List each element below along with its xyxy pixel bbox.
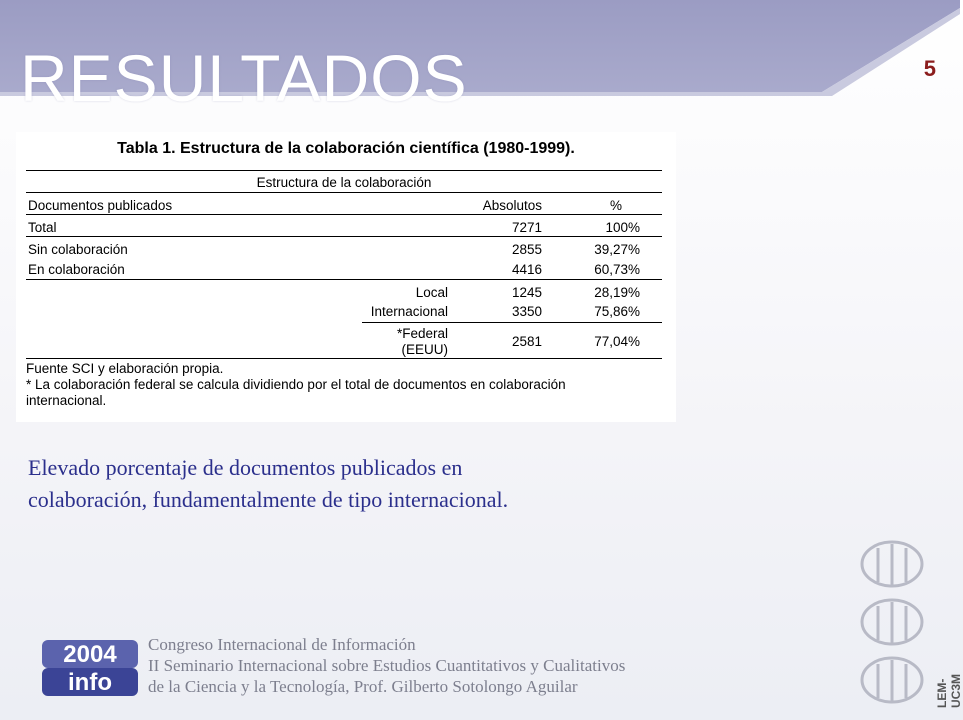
row-value-sin-abs: 2855 [511,242,542,257]
federal-value-pct: 77,04% [594,334,640,349]
group-header: Estructura de la colaboración [256,175,432,190]
column-header-documentos: Documentos publicados [28,198,173,213]
subrow-value-internacional-abs: 3350 [511,304,542,319]
column-header-pct: % [609,198,622,213]
logo-bottom-text: info [68,669,112,696]
table-rule [362,322,662,323]
table-rule [26,279,662,280]
row-value-total-pct: 100% [605,220,640,235]
footer-line-1: Congreso Internacional de Información [148,635,416,654]
table-rule [26,358,662,359]
lem-side-label: LEM-UC3M [935,673,963,708]
row-value-total-abs: 7271 [511,220,542,235]
footer-line-2: II Seminario Internacional sobre Estudios Cuantitativos y Cualitativos [148,656,626,675]
federal-value-abs: 2581 [511,334,542,349]
row-label-total: Total [28,220,57,235]
conclusion-text [28,452,668,516]
footer-line-3: de la Ciencia y la Tecnología, Prof. Gilberto Sotolongo Aguilar [148,677,578,696]
logo-top-text: 2004 [63,641,117,668]
note-federal-cont: internacional. [26,393,107,408]
federal-label-line1: *Federal [396,326,448,341]
subrow-value-local-abs: 1245 [511,285,542,300]
subrow-label-internacional: Internacional [370,304,448,319]
footer-text [148,634,708,697]
subrow-value-internacional-pct: 75,86% [594,304,640,319]
row-label-en-colaboracion: En colaboración [28,262,125,277]
table-rule [26,214,662,215]
row-value-en-abs: 4416 [511,262,542,277]
table-rule [26,170,662,171]
slide-title: RESULTADOS [20,41,468,115]
note-source: Fuente SCI y elaboración propia. [26,361,224,376]
table-panel [16,132,676,422]
row-value-en-pct: 60,73% [594,262,640,277]
subrow-value-local-pct: 28,19% [594,285,640,300]
info-2004-logo-icon [42,640,138,696]
university-emblem-icon [856,536,928,712]
slide-number: 5 [923,56,936,81]
table-notes [26,361,666,409]
conclusion-line-1: Elevado porcentaje de documentos publicados en [28,455,463,480]
row-value-sin-pct: 39,27% [594,242,640,257]
table-rule [26,192,662,193]
conclusion-line-2: colaboración, fundamentalmente de tipo internacional. [28,487,509,512]
federal-label-line2: (EEUU) [401,342,448,357]
table-caption: Tabla 1. Estructura de la colaboración científica (1980-1999). [117,140,575,157]
column-header-absolutos: Absolutos [482,198,542,213]
row-label-sin-colaboracion: Sin colaboración [28,242,128,257]
note-federal: * La colaboración federal se calcula dividiendo por el total de documentos en colaboración [26,377,566,392]
table-rule [26,236,662,237]
subrow-label-local: Local [415,285,448,300]
